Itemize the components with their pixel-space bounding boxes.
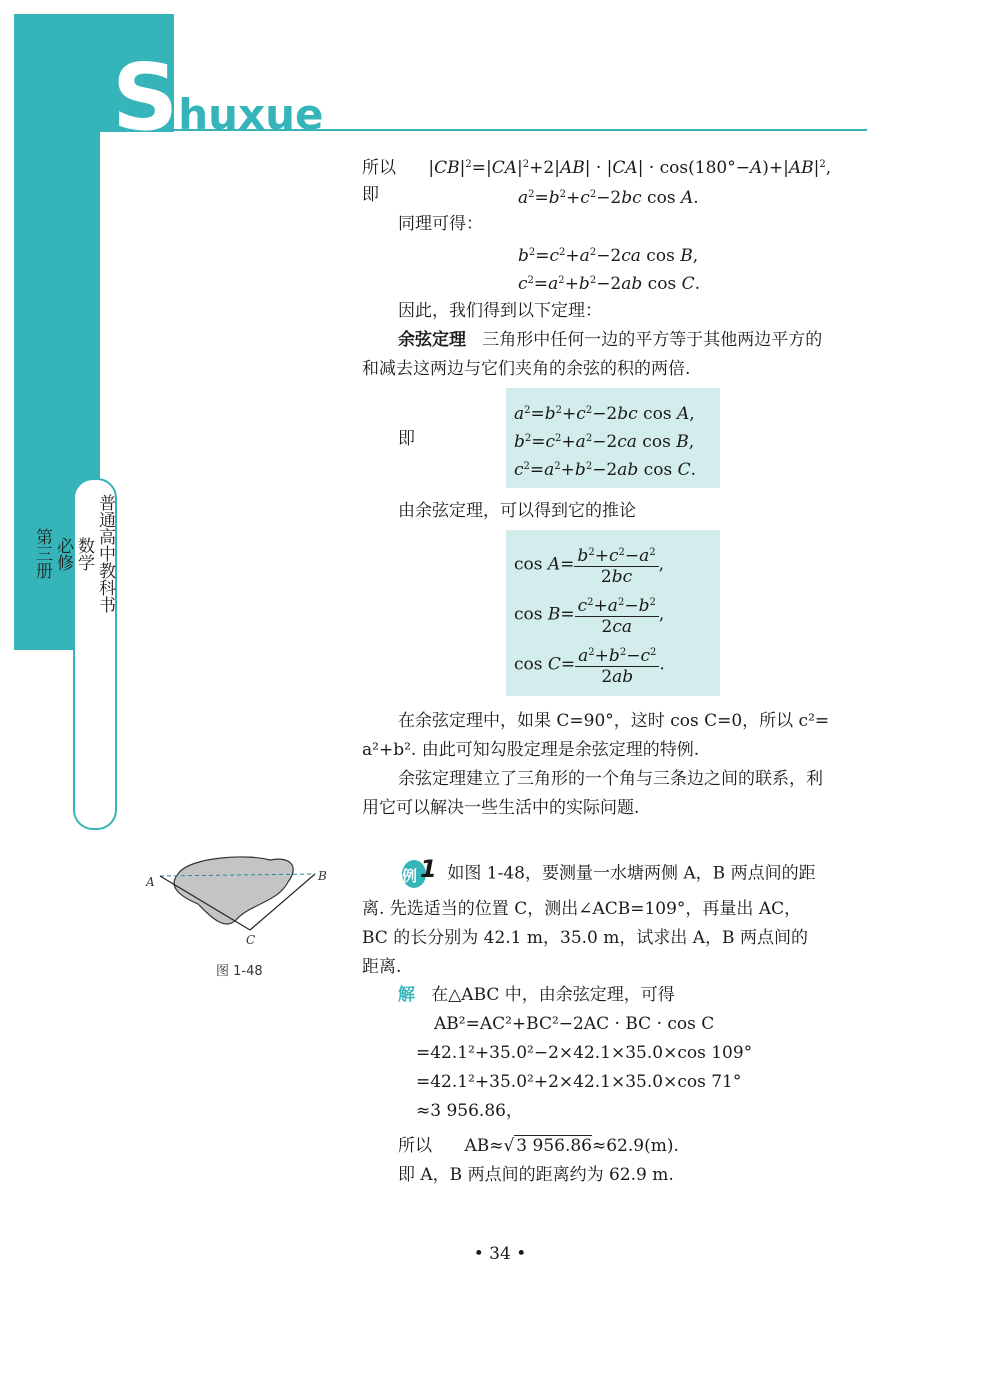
derivation-line-2: 即 [362,185,379,205]
pond-figure [140,852,340,948]
text-line: 用它可以解决一些生活中的实际问题. [362,798,640,818]
theorem-statement: 余弦定理 三角形中任何一边的平方等于其他两边平方的 [398,330,823,350]
text-line: 和减去这两边与它们夹角的余弦的积的两倍. [362,359,691,379]
box-formula-c: $c^2=a^2+b^2-2ab$ cos C. [514,460,696,480]
example-line-3: BC 的长分别为 42.1 m，35.0 m，试求出 A，B 两点间的 [362,928,808,948]
figure-caption: 图 1-48 [216,964,263,979]
corollary-b: cos B= $\frac{c^2+a^2-b^2}{2ca}$ , [514,593,664,637]
text-line: 同理可得： [398,214,483,234]
text-line: 余弦定理建立了三角形的一个角与三条边之间的联系，利 [398,769,823,789]
formula-c: $c^2=a^2+b^2-2ab$ cos C. [518,274,700,294]
book-title-tab [32,478,117,830]
solution-line-7: 即 A，B 两点间的距离约为 62.9 m. [398,1165,674,1185]
text-line: 在余弦定理中，如果 C=90°，这时 cos C=0，所以 c²= [398,711,830,731]
example-line-1: 例 1 如图 1-48，要测量一水塘两侧 A，B 两点间的距 [398,860,816,888]
solution-line-3: =42.1²+35.0²−2×42.1×35.0×cos 109° [416,1043,753,1063]
book-title: 普通高中教科书 数学 必修 第三册 [32,494,115,613]
example-badge: 例 1 [398,860,442,888]
logo: Shuxue [112,44,324,151]
formula-b: $b^2=c^2+a^2-2ca$ cos B, [518,246,699,266]
corollary-c: cos C= $\frac{a^2+b^2-c^2}{2ab}$ . [514,643,665,687]
corollary-a: cos A= $\frac{b^2+c^2-a^2}{2bc}$ , [514,543,664,587]
label-a: A [146,875,155,889]
solution-line-5: ≈3 956.86， [416,1101,523,1121]
solution-line-1: 解 在△ABC 中，由余弦定理，可得 [398,985,675,1005]
text-line: 由余弦定理，可以得到它的推论 [398,501,636,521]
box-formula-b: $b^2=c^2+a^2-2ca$ cos B, [514,432,695,452]
formula-a: $a^2=b^2+c^2-2bc$ cos A. [518,188,699,208]
solution-line-6: 所以 AB≈√ 3 956.86≈62.9(m). [398,1136,679,1156]
label-b: B [318,869,327,883]
text-line: a²+b². 由此可知勾股定理是余弦定理的特例. [362,740,700,760]
box-formula-a: $a^2=b^2+c^2-2bc$ cos A, [514,404,695,424]
example-line-4: 距离. [362,957,402,977]
derivation-line-1: 所以 $|CB|^2=|CA|^2+2|AB| \cdot |CA| \cdot \cos(180^\circ-A)+|AB|^2$, [362,158,832,178]
pond-shape [174,857,293,924]
solution-line-2: AB²=AC²+BC²−2AC · BC · cos C [434,1014,715,1034]
text-line: 因此，我们得到以下定理： [398,301,602,321]
label-c: C [246,933,256,947]
page-number: • 34 • [473,1244,527,1264]
solution-line-4: =42.1²+35.0²+2×42.1×35.0×cos 71° [416,1072,742,1092]
text-line: 即 [398,429,415,449]
example-line-2: 离. 先选适当的位置 C，测出∠ACB=109°，再量出 AC， [362,899,802,919]
